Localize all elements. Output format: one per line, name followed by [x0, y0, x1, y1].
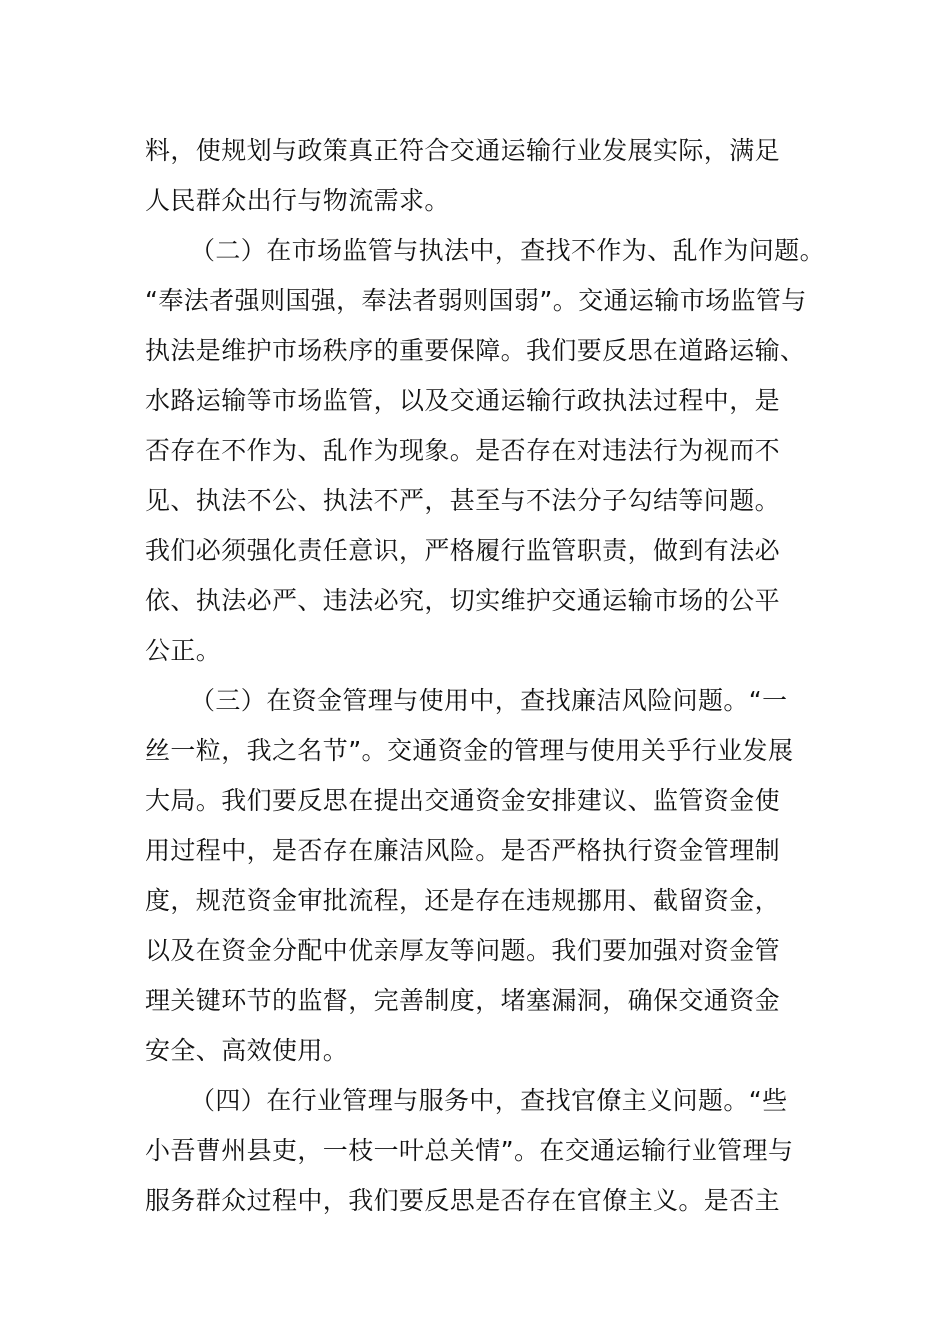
text-line: “奉法者强则国强，奉法者弱则国弱”。交通运输市场监管与	[145, 286, 807, 315]
text-line: 执法是维护市场秩序的重要保障。我们要反思在道路运输、	[145, 336, 806, 365]
text-line: 丝一粒，我之名节”。交通资金的管理与使用关乎行业发展	[145, 736, 794, 765]
text-line: 小吾曹州县吏，一枝一叶总关情”。在交通运输行业管理与	[145, 1136, 794, 1165]
text-line: 安全、高效使用。	[145, 1036, 349, 1065]
text-line: 公正。	[145, 636, 222, 665]
text-line: 见、执法不公、执法不严，甚至与不法分子勾结等问题。	[145, 486, 781, 515]
section-heading-4: （四）在行业管理与服务中，查找官僚主义问题。“些	[190, 1086, 788, 1115]
text-line: 我们必须强化责任意识，严格履行监管职责，做到有法必	[145, 536, 781, 565]
section-heading-2: （二）在市场监管与执法中，查找不作为、乱作为问题。	[190, 236, 826, 265]
section-heading-3: （三）在资金管理与使用中，查找廉洁风险问题。“一	[190, 686, 788, 715]
text-line: 水路运输等市场监管，以及交通运输行政执法过程中，是	[145, 386, 781, 415]
text-line: 理关键环节的监督，完善制度，堵塞漏洞，确保交通资金	[145, 986, 781, 1015]
text-line: 用过程中，是否存在廉洁风险。是否严格执行资金管理制	[145, 836, 781, 865]
text-line: 度，规范资金审批流程，还是存在违规挪用、截留资金，	[145, 886, 781, 915]
text-line: 否存在不作为、乱作为现象。是否存在对违法行为视而不	[145, 436, 781, 465]
text-line: 依、执法必严、违法必究，切实维护交通运输市场的公平	[145, 586, 781, 615]
text-line: 服务群众过程中，我们要反思是否存在官僚主义。是否主	[145, 1186, 781, 1215]
text-line: 以及在资金分配中优亲厚友等问题。我们要加强对资金管	[145, 936, 781, 965]
text-line: 人民群众出行与物流需求。	[145, 186, 450, 215]
text-line: 料，使规划与政策真正符合交通运输行业发展实际，满足	[145, 136, 781, 165]
text-line: 大局。我们要反思在提出交通资金安排建议、监管资金使	[145, 786, 781, 815]
